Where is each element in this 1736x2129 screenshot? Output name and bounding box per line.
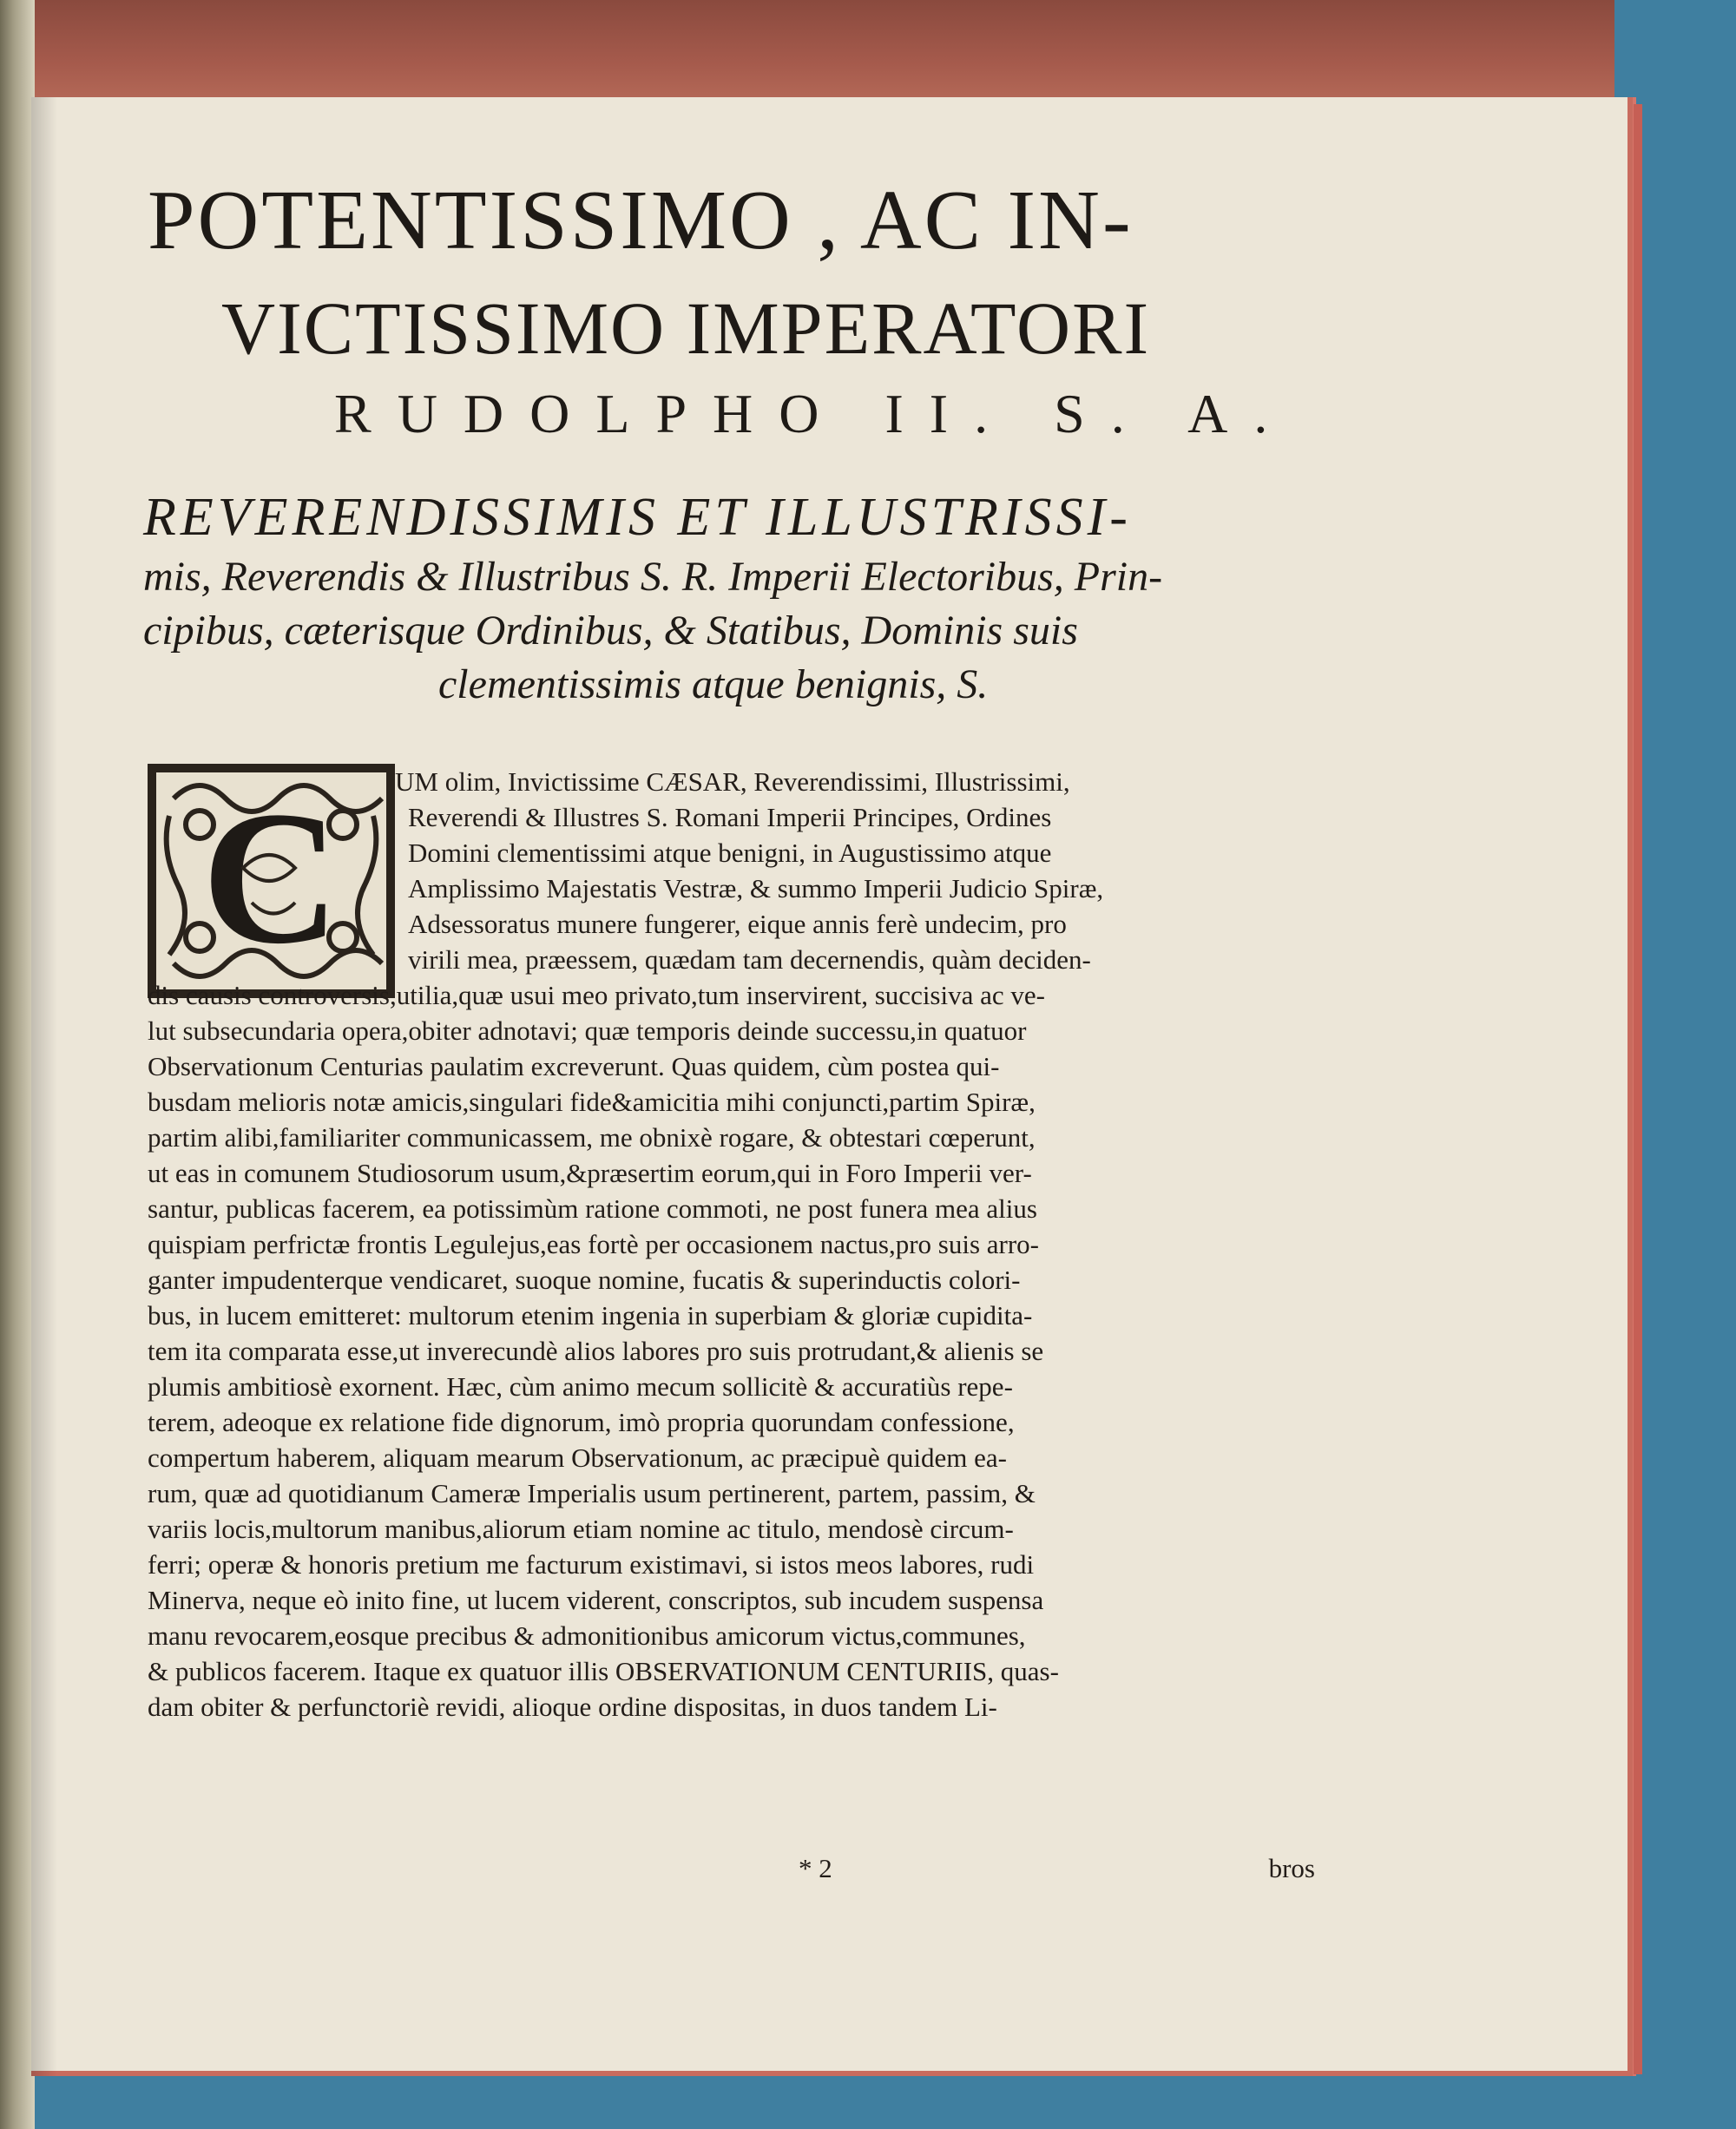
- title-line-1: POTENTISSIMO , AC IN-: [148, 174, 1134, 267]
- body-line: manu revocarem,eosque precibus & admonitionibus amicorum victus,communes,: [148, 1620, 1026, 1651]
- body-line: Adsessoratus munere fungerer, eique annis ferè undecim, pro: [408, 909, 1067, 939]
- body-line: UM olim, Invictissime CÆSAR, Reverendissimi, Illustrissimi,: [395, 766, 1070, 797]
- body-line: terem, adeoque ex relatione fide dignorum, imò propria quorundam confessione,: [148, 1407, 1015, 1437]
- dedication-line-1: REVERENDISSIMIS ET ILLUSTRISSI-: [143, 488, 1132, 547]
- book-spine: [0, 0, 35, 2129]
- body-text: [148, 764, 1315, 1725]
- body-line: busdam melioris notæ amicis,singulari fide&amicitia mihi conjuncti,partim Spiræ,: [148, 1087, 1036, 1117]
- page-edge: [1634, 104, 1642, 2074]
- title-line-3: RUDOLPHO II. S. A.: [334, 383, 1294, 444]
- body-line: ut eas in comunem Studiosorum usum,&præsertim eorum,qui in Foro Imperii ver-: [148, 1158, 1032, 1188]
- dedication-line-3: cipibus, cæterisque Ordinibus, & Statibus, Dominis suis: [143, 608, 1078, 654]
- body-line: Domini clementissimi atque benigni, in Augustissimo atque: [408, 838, 1052, 868]
- body-line: rum, quæ ad quotidianum Cameræ Imperialis usum pertinerent, partem, passim, &: [148, 1478, 1036, 1508]
- body-line: ganter impudenterque vendicaret, suoque nomine, fucatis & superinductis colori-: [148, 1265, 1021, 1295]
- body-line: tem ita comparata esse,ut inverecundè alios labores pro suis protrudant,& alienis se: [148, 1336, 1044, 1366]
- catchword: bros: [1268, 1853, 1315, 1883]
- initial-letter: C: [201, 772, 340, 983]
- body-line: ferri; operæ & honoris pretium me facturum existimavi, si istos meos labores, rudi: [148, 1549, 1035, 1580]
- body-line: partim alibi,familiariter communicassem, me obnixè rogare, & obtestari cœperunt,: [148, 1122, 1036, 1153]
- signature-mark: * 2: [799, 1853, 832, 1883]
- body-line: Amplissimo Majestatis Vestræ, & summo Imperii Judicio Spiræ,: [408, 873, 1104, 904]
- body-line: quispiam perfrictæ frontis Legulejus,eas fortè per occasionem nactus,pro suis arro-: [148, 1229, 1039, 1259]
- body-line: plumis ambitiosè exornent. Hæc, cùm animo mecum sollicitè & accuratiùs repe-: [148, 1371, 1013, 1402]
- page-footer: [148, 1853, 1315, 1888]
- body-line: santur, publicas facerem, ea potissimùm ratione commoti, ne post funera mea alius: [148, 1193, 1037, 1224]
- title-line-2: VICTISSIMO IMPERATORI: [221, 286, 1151, 370]
- dedication: [143, 490, 1324, 718]
- body-line: & publicos facerem. Itaque ex quatuor illis OBSERVATIONUM CENTURIIS, quas-: [148, 1656, 1059, 1686]
- body-line: compertum haberem, aliquam mearum Observationum, ac præcipuè quidem ea-: [148, 1442, 1007, 1473]
- book-top-edge: [26, 0, 1614, 104]
- body-line: dis causis controversis,utilia,quæ usui meo privato,tum inservirent, succisiva ac ve-: [148, 980, 1045, 1010]
- dedication-line-4: clementissimis atque benignis, S.: [438, 661, 989, 707]
- dedication-line-2: mis, Reverendis & Illustribus S. R. Imperii Electoribus, Prin-: [143, 554, 1163, 600]
- body-line: bus, in lucem emitteret: multorum etenim ingenia in superbiam & gloriæ cupidita-: [148, 1300, 1033, 1331]
- body-line: variis locis,multorum manibus,aliorum etiam nomine ac titulo, mendosè circum-: [148, 1514, 1014, 1544]
- gutter-shadow: [31, 97, 57, 2076]
- body-line: Minerva, neque eò inito fine, ut lucem viderent, conscriptos, sub incudem suspensa: [148, 1585, 1044, 1615]
- body-line: dam obiter & perfunctoriè revidi, alioque ordine dispositas, in duos tandem Li-: [148, 1692, 997, 1722]
- body-line: Observationum Centurias paulatim excreverunt. Quas quidem, cùm postea qui-: [148, 1051, 1000, 1081]
- body-line: Reverendi & Illustres S. Romani Imperii Principes, Ordines: [408, 802, 1052, 832]
- body-line: virili mea, præessem, quædam tam decernendis, quàm deciden-: [408, 944, 1091, 975]
- body-line: lut subsecundaria opera,obiter adnotavi; quæ temporis deinde successu,in quatuor: [148, 1015, 1027, 1046]
